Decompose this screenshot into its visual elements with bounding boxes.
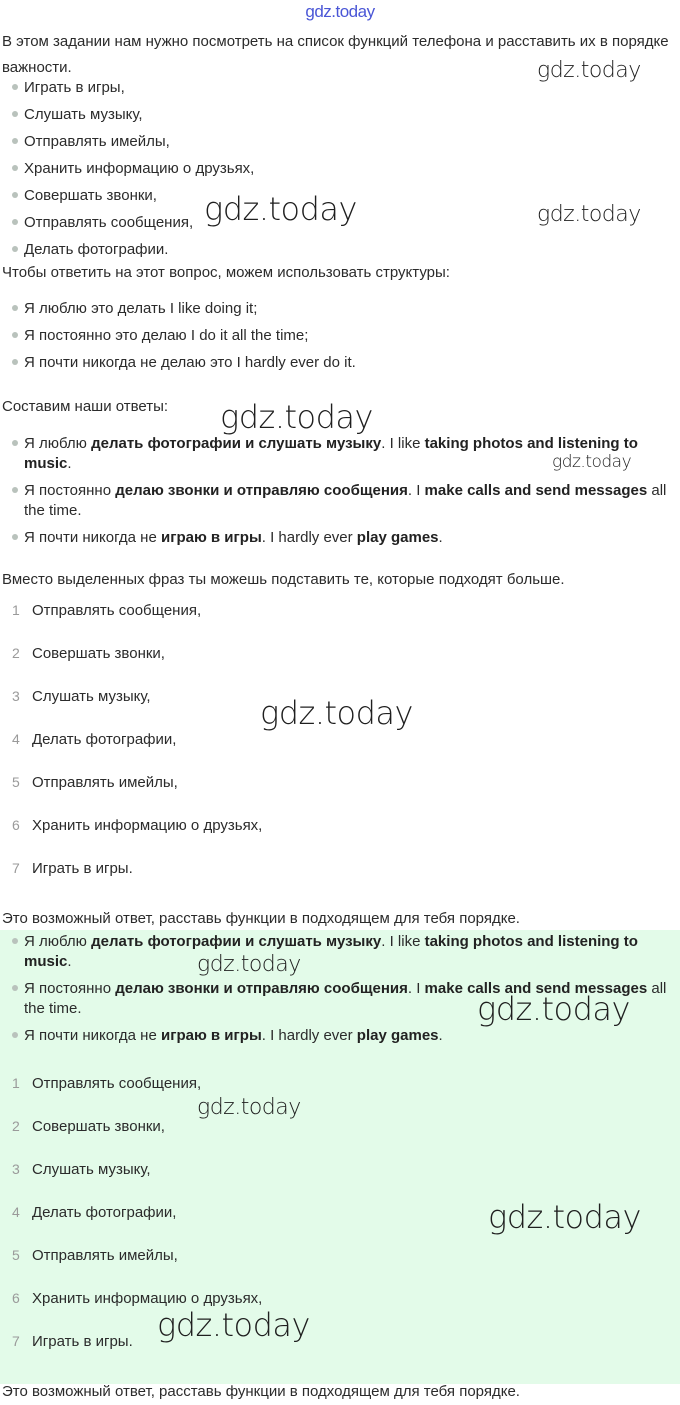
list-item: Я люблю это делать I like doing it; (12, 296, 257, 322)
ranked-item: 6 Хранить информацию о друзьях, (12, 817, 263, 834)
watermark: gdz.today (204, 190, 357, 228)
bullet-icon (12, 534, 18, 540)
bullet-icon (12, 359, 18, 365)
bullet-icon (12, 305, 18, 311)
ranked-item: 1 Отправлять сообщения, (12, 602, 202, 619)
bullet-icon (12, 111, 18, 117)
list-item: Совершать звонки, (12, 183, 157, 209)
watermark: gdz.today (260, 694, 413, 732)
answer-item: Я почти никогда не играю в игры. I hardly ever play games. (12, 528, 680, 548)
bullet-icon (12, 1032, 18, 1038)
bullet-icon (12, 487, 18, 493)
substitute-note: Вместо выделенных фраз ты можешь подставить те, которые подходят больше. (2, 571, 565, 588)
answer-item: Я люблю делать фотографии и слушать музыку. I like taking photos and listening to music. (12, 434, 680, 474)
watermark: gdz.today (157, 1306, 310, 1344)
ranked-item: 4 Делать фотографии, (12, 1204, 177, 1221)
closing-text: Это возможный ответ, расставь функции в подходящем для тебя порядке. (2, 1383, 520, 1400)
watermark: gdz.today (488, 1198, 641, 1236)
intro-text: В этом задании нам нужно посмотреть на список функций телефона и расставить их в порядке важности. (2, 33, 669, 76)
answers-intro: Составим наши ответы: (2, 398, 169, 415)
bullet-icon (12, 246, 18, 252)
site-logo[interactable]: gdz.today (305, 2, 375, 21)
watermark: gdz.today (477, 990, 630, 1028)
bullet-icon (12, 440, 18, 446)
watermark: gdz.today (552, 452, 632, 472)
bullet-icon (12, 192, 18, 198)
closing-text: Это возможный ответ, расставь функции в подходящем для тебя порядке. (2, 910, 520, 927)
ranked-item: 3 Слушать музыку, (12, 1161, 151, 1178)
ranked-item: 1 Отправлять сообщения, (12, 1075, 202, 1092)
bullet-icon (12, 938, 18, 944)
list-item: Отправлять имейлы, (12, 129, 170, 155)
answer-item: Я постоянно делаю звонки и отправляю сообщения. I make calls and send messages all the time. (12, 979, 680, 1019)
list-item: Слушать музыку, (12, 102, 143, 128)
list-item: Я почти никогда не делаю это I hardly ever do it. (12, 350, 356, 376)
bullet-icon (12, 332, 18, 338)
answer-item: Я люблю делать фотографии и слушать музыку. I like taking photos and listening to music. (12, 932, 680, 972)
answer-item: Я почти никогда не играю в игры. I hardly ever play games. (12, 1026, 680, 1046)
list-item: Хранить информацию о друзьях, (12, 156, 254, 182)
watermark: gdz.today (537, 58, 641, 83)
ranked-item: 2 Совершать звонки, (12, 1118, 165, 1135)
ranked-item: 5 Отправлять имейлы, (12, 774, 178, 791)
ranked-item: 7 Играть в игры. (12, 860, 133, 877)
ranked-item: 3 Слушать музыку, (12, 688, 151, 705)
ranked-item: 6 Хранить информацию о друзьях, (12, 1290, 263, 1307)
list-item: Играть в игры, (12, 75, 125, 101)
ranked-item: 2 Совершать звонки, (12, 645, 165, 662)
list-item: Я постоянно это делаю I do it all the time; (12, 323, 308, 349)
bullet-icon (12, 138, 18, 144)
watermark: gdz.today (197, 1095, 301, 1120)
answer-item: Я постоянно делаю звонки и отправляю сообщения. I make calls and send messages all the time. (12, 481, 680, 521)
ranked-item: 4 Делать фотографии, (12, 731, 177, 748)
ranked-item: 7 Играть в игры. (12, 1333, 133, 1350)
bullet-icon (12, 219, 18, 225)
structures-intro: Чтобы ответить на этот вопрос, можем использовать структуры: (2, 264, 450, 281)
bullet-icon (12, 165, 18, 171)
list-item: Отправлять сообщения, (12, 210, 193, 236)
list-item: Делать фотографии. (12, 237, 168, 263)
watermark: gdz.today (537, 202, 641, 227)
bullet-icon (12, 985, 18, 991)
bullet-icon (12, 84, 18, 90)
ranked-item: 5 Отправлять имейлы, (12, 1247, 178, 1264)
watermark: gdz.today (197, 952, 301, 977)
watermark: gdz.today (220, 398, 373, 436)
